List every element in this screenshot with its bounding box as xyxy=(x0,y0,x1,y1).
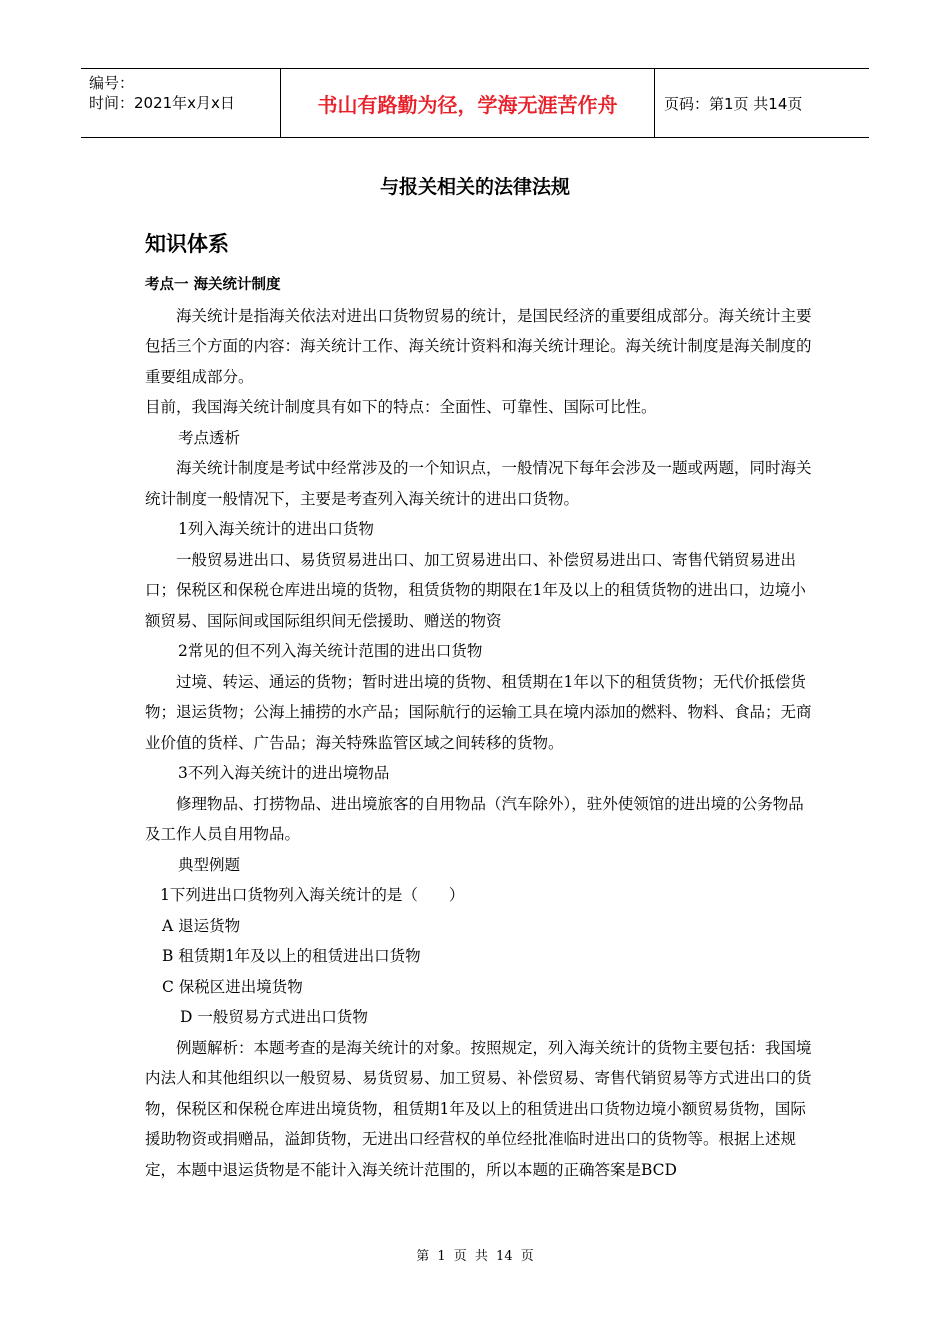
list-heading: 3不列入海关统计的进出境物品 xyxy=(178,764,390,782)
paragraph: 过境、转运、通运的货物；暂时进出境的货物、租赁期在1年以下的租赁货物；无代价抵偿货物；退运货物；公海上捕捞的水产品；国际航行的运输工具在境内添加的燃料、物料、食品；无商业价值的货样、广告品；海关特殊监管区域之间转移的货物。 xyxy=(145,672,812,752)
header-motto: 书山有路勤为径，学海无涯苦作舟 xyxy=(281,69,655,137)
time-label: 时间：2021年x月x日 xyxy=(89,94,235,112)
page-header xyxy=(81,68,869,138)
subsection-heading: 考点一 海关统计制度 xyxy=(145,277,281,293)
option-b: B 租赁期1年及以上的租赁进出口货物 xyxy=(162,947,421,965)
question: 1下列进出口货物列入海关统计的是（ ） xyxy=(160,886,465,904)
option-d: D 一般贸易方式进出口货物 xyxy=(180,1008,368,1026)
option-c: C 保税区进出境货物 xyxy=(162,977,303,996)
paragraph: 海关统计是指海关依法对进出口货物贸易的统计，是国民经济的重要组成部分。海关统计主要包括三个方面的内容：海关统计工作、海关统计资料和海关统计理论。海关统计制度是海关制度的重要组成部分。 xyxy=(145,306,812,386)
header-page-info: 页码：第1页 共14页 xyxy=(664,94,803,113)
paragraph: 目前，我国海关统计制度具有如下的特点：全面性、可靠性、国际可比性。 xyxy=(145,398,657,416)
document-title: 与报关相关的法律法规 xyxy=(379,176,570,198)
page-footer: 第 1 页 共 14 页 xyxy=(416,1249,534,1264)
document-body xyxy=(145,270,815,1185)
paragraph-label: 考点透析 xyxy=(178,428,241,447)
paragraph-label: 典型例题 xyxy=(178,855,241,874)
number-label: 编号： xyxy=(89,74,135,92)
paragraph: 修理物品、打捞物品、进出境旅客的自用物品（汽车除外），驻外使领馆的进出境的公务物品及工作人员自用物品。 xyxy=(145,794,804,843)
paragraph: 一般贸易进出口、易货贸易进出口、加工贸易进出口、补偿贸易进出口、寄售代销贸易进出口；保税区和保税仓库进出境的货物，租赁货物的期限在1年及以上的租赁货物的进出口，边境小额贸易、国际间或国际组织间无偿援助、赠送的物资 xyxy=(145,550,806,630)
explanation: 例题解析：本题考查的是海关统计的对象。按照规定，列入海关统计的货物主要包括：我国境内法人和其他组织以一般贸易、易货贸易、加工贸易、补偿贸易、寄售代销贸易等方式进出口的货物，保税区和保税仓库进出境货物，租赁期1年及以上的租赁进出口货物边境小额贸易货物，国际援助物资或捐赠品，溢卸货物，无进出口经营权的单位经批准临时进出口的货物等。根据上述规定，本题中退运货物是不能计入海关统计范围的，所以本题的正确答案是BCD xyxy=(145,1038,812,1179)
option-a: A 退运货物 xyxy=(162,916,241,935)
list-heading: 1列入海关统计的进出口货物 xyxy=(178,520,374,538)
header-meta xyxy=(81,69,281,137)
paragraph: 海关统计制度是考试中经常涉及的一个知识点，一般情况下每年会涉及一题或两题，同时海关统计制度一般情况下，主要是考查列入海关统计的进出口货物。 xyxy=(145,459,812,508)
list-heading: 2常见的但不列入海关统计范围的进出口货物 xyxy=(178,642,483,660)
section-title: 知识体系 xyxy=(145,232,229,256)
